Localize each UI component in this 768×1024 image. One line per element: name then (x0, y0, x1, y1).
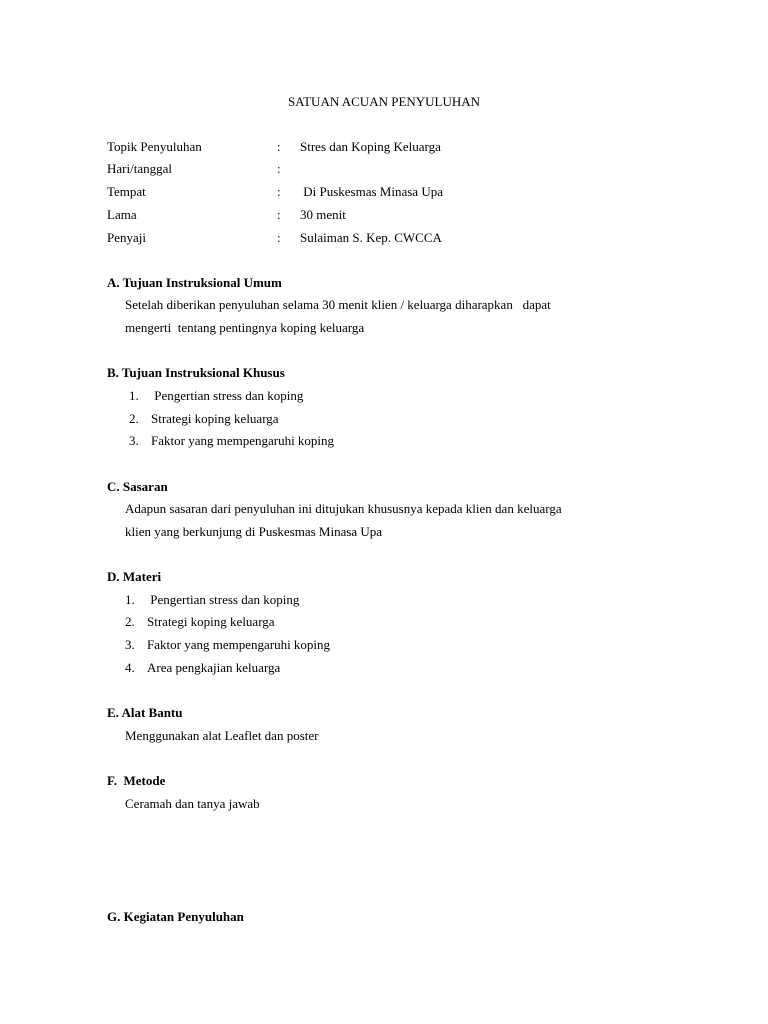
list-number: 1. (129, 388, 139, 403)
info-separator: : (277, 230, 281, 245)
info-label: Hari/tanggal (107, 161, 172, 176)
section-heading: F. Metode (107, 773, 166, 788)
list-text: Faktor yang mempengaruhi koping (147, 637, 331, 652)
document-title: SATUAN ACUAN PENYULUHAN (287, 94, 481, 109)
list-number: 1. (125, 592, 135, 607)
list-number: 2. (129, 411, 139, 426)
section-heading: B. Tujuan Instruksional Khusus (107, 365, 285, 380)
paragraph-line: mengerti tentang pentingnya koping keluarga (125, 320, 365, 335)
section-heading: E. Alat Bantu (107, 705, 183, 720)
list-text: Area pengkajian keluarga (147, 660, 281, 675)
info-value: Sulaiman S. Kep. CWCCA (300, 230, 442, 245)
info-separator: : (277, 139, 281, 154)
list-number: 2. (125, 614, 135, 629)
info-separator: : (277, 161, 281, 176)
info-label: Topik Penyuluhan (107, 139, 202, 154)
list-number: 4. (125, 660, 135, 675)
list-text: Faktor yang mempengaruhi koping (151, 433, 335, 448)
info-value: 30 menit (300, 207, 346, 222)
paragraph-line: Adapun sasaran dari penyuluhan ini ditujukan khususnya kepada klien dan keluarga (125, 501, 562, 516)
info-value: Di Puskesmas Minasa Upa (300, 184, 443, 199)
info-separator: : (277, 207, 281, 222)
list-text: Pengertian stress dan koping (151, 388, 304, 403)
list-text: Strategi koping keluarga (151, 411, 279, 426)
section-heading: C. Sasaran (107, 479, 168, 494)
info-value: Stres dan Koping Keluarga (300, 139, 441, 154)
list-text: Pengertian stress dan koping (147, 592, 300, 607)
list-text: Strategi koping keluarga (147, 614, 275, 629)
paragraph-line: Ceramah dan tanya jawab (125, 796, 260, 811)
list-number: 3. (129, 433, 139, 448)
info-label: Lama (107, 207, 137, 222)
section-heading: A. Tujuan Instruksional Umum (107, 275, 282, 290)
section-heading: D. Materi (107, 569, 162, 584)
info-label: Tempat (107, 184, 146, 199)
section-heading: G. Kegiatan Penyuluhan (107, 909, 244, 924)
info-separator: : (277, 184, 281, 199)
info-label: Penyaji (107, 230, 146, 245)
paragraph-line: Setelah diberikan penyuluhan selama 30 menit klien / keluarga diharapkan dapat (125, 297, 551, 312)
paragraph-line: klien yang berkunjung di Puskesmas Minasa Upa (125, 524, 383, 539)
paragraph-line: Menggunakan alat Leaflet dan poster (125, 728, 319, 743)
list-number: 3. (125, 637, 135, 652)
